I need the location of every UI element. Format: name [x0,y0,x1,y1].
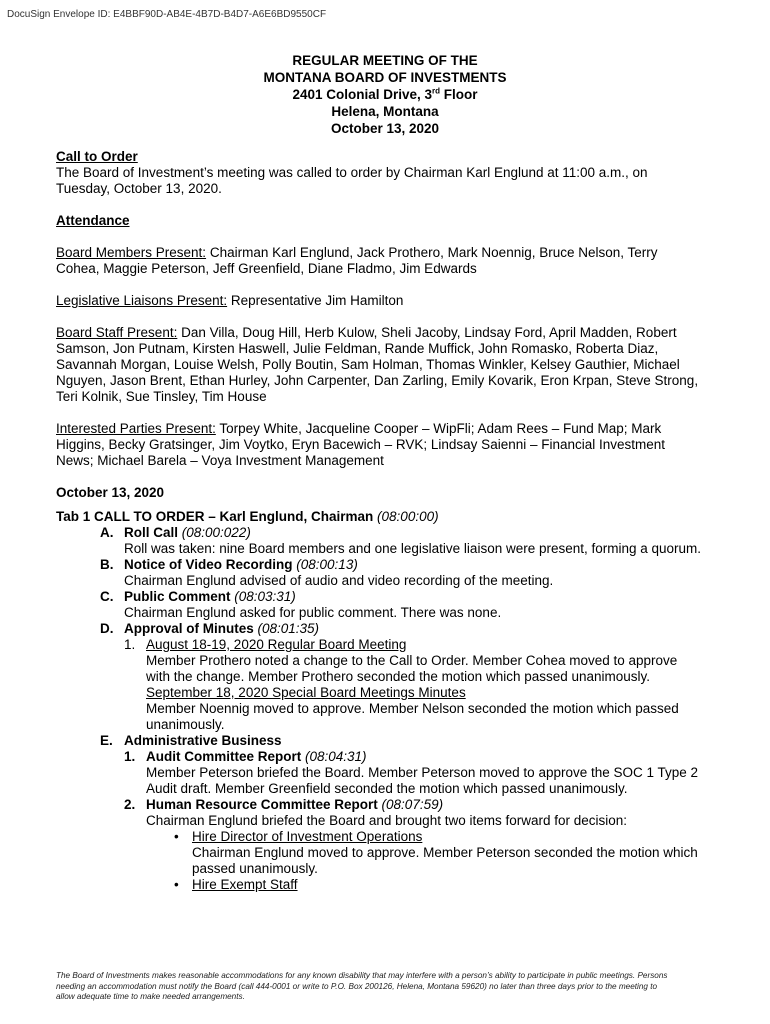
bullet-hire-exempt-staff: • Hire Exempt Staff [174,877,298,892]
bullet-hire-director: • Hire Director of Investment Operations [174,829,423,844]
board-members-line2: Cohea, Maggie Peterson, Jeff Greenfield, Diane Fladmo, Jim Edwards [56,261,477,276]
august-minutes-line1: Member Prothero noted a change to the Call to Order. Member Cohea moved to approve [146,653,678,668]
september-minutes-line2: unanimously. [146,717,225,732]
meeting-date: October 13, 2020 [56,485,165,500]
board-staff-line4: Nguyen, Jason Brent, Ethan Hurley, John Carpenter, Dan Zarling, Emily Kovarik, Eron Krpan, Steve Strong, [56,373,699,388]
tab1-heading: Tab 1 CALL TO ORDER – Karl Englund, Chairman (08:00:00) [56,509,439,524]
august-minutes-line2: with the change. Member Prothero seconded the motion which passed unanimously. [146,669,651,684]
header-date: October 13, 2020 [330,121,440,136]
interested-parties-present: Interested Parties Present: Torpey White, Jacqueline Cooper – WipFli; Adam Rees – Fund Map; Mark [56,421,662,436]
header-title-line2: MONTANA BOARD OF INVESTMENTS [263,70,507,85]
board-staff-line2: Samson, Jon Putnam, Kirsten Haswell, Julie Feldman, Rande Muffick, John Romasko, Roberta Diaz, [56,341,659,356]
call-to-order-text-2: Tuesday, October 13, 2020. [56,181,222,196]
board-staff-present: Board Staff Present: Dan Villa, Doug Hill, Herb Kulow, Sheli Jacoby, Lindsay Ford, April Madden, Robert [56,325,677,340]
agenda-item-approval-of-minutes: D. Approval of Minutes (08:01:35) 1. August 18-19, 2020 Regular Board Meeting Member Prothero noted a change to the Call to Order. Member Cohea moved to approve with the change. Member Prothero seconded the motion which passed unanimously. September 18, 2020 Special Board Meetings Minutes Member Noennig moved to approve. Member Nelson seconded the motion which passed unanimously. [56,621,726,733]
agenda-item-public-comment: C. Public Comment (08:03:31) Chairman Englund asked for public comment. There was none. [56,589,726,621]
board-staff-line3: Savannah Morgan, Louise Welsh, Polly Boutin, Sam Holman, Thomas Winkler, Kelsey Gauthier, Michael [56,357,680,372]
board-members-present: Board Members Present: Chairman Karl Englund, Jack Prothero, Mark Noennig, Bruce Nelson, Terry [56,245,658,260]
agenda-item-video-recording: B. Notice of Video Recording (08:00:13) Chairman Englund advised of audio and video recording of the meeting. [56,557,726,589]
accommodation-footer [56,971,724,1003]
interested-parties-line3: News; Michael Barela – Voya Investment Management [56,453,384,468]
footer-line1: The Board of Investments makes reasonable accommodations for any known disability that may interfere with a person’s ability to participate in public meetings. Persons [56,971,668,980]
hr-report-line1: Chairman Englund briefed the Board and brought two items forward for decision: [146,813,628,828]
video-recording-text: Chairman Englund advised of audio and video recording of the meeting. [124,573,554,588]
footer-line2: needing an accommodation must notify the Board (call 444-0001 or write to P.O. Box 200126, Helena, Montana 59620) no later than three days prior to the meeting to [56,981,658,991]
header-city: Helena, Montana [331,104,439,119]
audit-report-line1: Member Peterson briefed the Board. Member Peterson moved to approve the SOC 1 Type 2 [146,765,699,780]
agenda-item-roll-call: A. Roll Call (08:00:022) Roll was taken: nine Board members and one legislative liaison were present, forming a quorum. [56,525,726,557]
call-to-order-heading: Call to Order [56,149,138,164]
audit-committee-report-title: Audit Committee Report [146,749,302,764]
september-meeting-link: September 18, 2020 Special Board Meetings Minutes [146,685,466,700]
board-staff-line5: Teri Kolnik, Sue Tinsley, Tim House [56,389,267,404]
august-meeting-link: August 18-19, 2020 Regular Board Meeting [146,637,407,652]
docusign-envelope-id: DocuSign Envelope ID: E4BBF90D-AB4E-4B7D-B4D7-A6E6BD9550CF [7,9,327,20]
public-comment-text: Chairman Englund asked for public comment. There was none. [124,605,502,620]
agenda-item-administrative-business: E. Administrative Business 1. Audit Committee Report (08:04:31) Member Peterson briefed the Board. Member Peterson moved to approve the SOC 1 Type 2 Audit draft. Member Greenfield seconded the motion which passed unanimously. 2. Human Resource Committee Report (08:07:59) Chairman Englund briefed the Board and brought two items forward for decision: • Hire Director of Investment Operations Chairman Englund moved to approve. Member Peterson seconded the motion which passed unanimously. • Hire Exempt Staff [56,733,726,893]
document-header [0,52,770,137]
audit-report-line2: Audit draft. Member Greenfield seconded the motion which passed unanimously. [146,781,628,796]
interested-parties-line2: Higgins, Becky Gratsinger, Jim Voytko, Eryn Bacewich – RVK; Lindsay Saienni – Financial Investment [56,437,666,452]
hire-director-line1: Chairman Englund moved to approve. Member Peterson seconded the motion which [192,845,698,860]
roll-call-text: Roll was taken: nine Board members and one legislative liaison were present, forming a quorum. [124,541,702,556]
legislative-liaisons-present: Legislative Liaisons Present: Representative Jim Hamilton [56,293,404,308]
hr-committee-report-title: Human Resource Committee Report [146,797,378,812]
header-title-line1: REGULAR MEETING OF THE [292,53,478,68]
header-address: 2401 Colonial Drive, 3rd Floor [292,86,478,102]
call-to-order-text-1: The Board of Investment’s meeting was called to order by Chairman Karl Englund at 11:00 a.m., on [56,165,648,180]
hire-director-line2: passed unanimously. [192,861,318,876]
minutes-body [56,149,726,893]
attendance-heading: Attendance [56,213,130,228]
footer-line3: allow adequate time to make needed arrangements. [56,992,245,1001]
september-minutes-line1: Member Noennig moved to approve. Member Nelson seconded the motion which passed [146,701,679,716]
